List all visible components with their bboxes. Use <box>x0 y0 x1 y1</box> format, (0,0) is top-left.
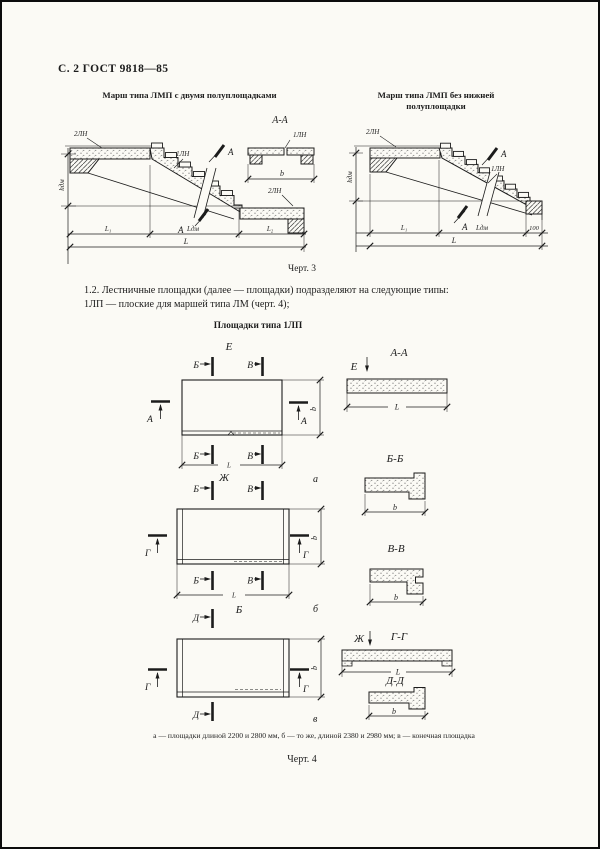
section-title-gg: Г-Г <box>390 631 408 643</box>
fig4-drawing <box>2 335 600 730</box>
fig4-caption: Черт. 4 <box>287 754 317 765</box>
cut-letter-g: Г <box>145 549 151 559</box>
label-1ln-left: 1ЛН <box>176 150 190 158</box>
section-flange <box>287 148 314 155</box>
label-1ln-right: 1ЛН <box>491 165 505 173</box>
upper-half-landing-slab <box>70 148 150 159</box>
dim-label-l1: L₁ <box>400 224 408 232</box>
dim-label-l: L <box>394 402 400 412</box>
fig3-right-title <box>357 90 515 111</box>
tread-slabs <box>441 143 529 197</box>
cut-mark-a-upper-tail <box>209 149 221 162</box>
section-slab <box>370 569 423 594</box>
section-title-aa: А-А <box>390 347 408 359</box>
upper-half-landing-slab <box>370 148 440 158</box>
section-slab <box>369 688 425 710</box>
dim-label-l1: L₁ <box>104 225 112 233</box>
lower-half-landing-slab <box>240 208 304 219</box>
paragraph-line2: 1ЛП — плоские для маршей типа ЛМ (черт. 4); <box>84 298 290 310</box>
cut-mark-a-upper-tail <box>482 152 494 165</box>
section-rib <box>301 155 313 164</box>
dim-label-l: L <box>451 236 457 245</box>
section-title-vv: В-В <box>387 543 405 555</box>
cut-letter-a: А <box>178 225 184 235</box>
section-slab <box>365 473 425 499</box>
view-letter-zh: Ж <box>353 633 365 645</box>
section-title-aa: А-А <box>272 115 288 126</box>
landing-plan-outline <box>182 380 282 435</box>
subfig-letter-v: в <box>313 714 318 725</box>
view-letter-zh: Ж <box>218 472 230 484</box>
section-flange <box>248 148 284 155</box>
section-title-bb: Б-Б <box>386 453 404 465</box>
dim-label-l2: L₂ <box>266 225 274 233</box>
cut-letter-g: Г <box>303 685 309 695</box>
fig4-title: Площадки типа 1ЛП <box>213 321 303 331</box>
dim-label-b: b <box>310 666 319 670</box>
cut-letter-a: А <box>228 147 234 157</box>
dim-label-h: hдм <box>58 179 66 191</box>
dim-label-l: L <box>395 667 401 677</box>
fig3-caption: Черт. 3 <box>288 264 316 274</box>
fig3-right-title-line2: полуплощадки <box>406 100 466 111</box>
body-paragraph <box>84 284 498 312</box>
dim-label-b: b <box>309 407 318 411</box>
landing-plan-outline <box>177 509 289 564</box>
plan-v <box>148 609 325 721</box>
cut-letter-b: Б <box>193 485 199 495</box>
section-slab <box>342 650 452 661</box>
cut-mark-a-lower <box>458 206 467 218</box>
cut-letter-a: А <box>147 415 153 425</box>
end-support-block <box>526 201 542 214</box>
upper-landing-rib <box>70 159 99 173</box>
label-2ln-upper-left: 2ЛН <box>74 130 88 138</box>
label-leader <box>380 136 396 147</box>
view-letter-e: Е <box>350 361 358 373</box>
fig3-right-title-line1: Марш типа ЛМП без нижней <box>377 90 495 100</box>
lower-landing-rib <box>288 219 304 233</box>
plan-a <box>151 357 324 469</box>
cut-letter-b: Б <box>193 361 199 371</box>
fig3-drawing <box>2 112 600 272</box>
cut-letter-d: Д <box>192 614 199 624</box>
cut-letter-b: Б <box>193 452 199 462</box>
subfig-letter-a: а <box>313 474 318 485</box>
dim-label-100: 100 <box>529 225 539 232</box>
section-slab <box>347 379 447 393</box>
upper-landing-rib <box>370 158 397 172</box>
subfig-letter-b: б <box>313 604 319 615</box>
fig3-left-title: Марш типа ЛМП с двумя полуплощадками <box>102 90 277 100</box>
dim-label-l: L <box>232 591 236 600</box>
cut-letter-a: А <box>301 417 307 427</box>
cut-letter-v: В <box>247 576 253 587</box>
cut-letter-b: Б <box>193 576 199 587</box>
section-title-dd: Д-Д <box>386 675 404 687</box>
cut-letter-g: Г <box>303 551 309 561</box>
cut-letter-g: Г <box>145 683 151 693</box>
plan-b <box>148 481 325 599</box>
dim-label-ldm: Lдм <box>476 224 488 232</box>
landing-plan-outline <box>177 639 289 697</box>
cut-letter-v: В <box>247 485 253 495</box>
dim-label-b: b <box>280 169 284 178</box>
cut-letter-v: В <box>247 452 253 462</box>
stair-band <box>150 148 242 213</box>
dim-label-b: b <box>310 536 319 540</box>
label-leader <box>87 138 102 148</box>
label-2ln-lower-left: 2ЛН <box>268 187 282 195</box>
cut-letter-a: А <box>501 149 507 159</box>
cut-letter-d: Д <box>192 711 199 721</box>
dim-label-ldm: Lдм <box>187 225 199 233</box>
view-letter-e: Е <box>225 341 233 353</box>
paragraph-line1: 1.2. Лестничные площадки (далее — площадки) подразделяют на следующие типы: <box>84 285 449 296</box>
section-dd <box>366 688 428 721</box>
label-leader <box>282 195 293 206</box>
plan-b-bottom-label: Б <box>235 604 243 616</box>
page-header: С. 2 ГОСТ 9818—85 <box>58 63 169 75</box>
dim-label-l: L <box>227 461 231 470</box>
dim-label-l: L <box>183 237 189 246</box>
dim-label-b: b <box>392 707 396 716</box>
fig4-note: а — площадки длиной 2200 и 2800 мм, б — то же, длиной 2380 и 2980 мм; в — конечная площадка <box>153 731 475 740</box>
section-rib <box>250 155 262 164</box>
dim-label-b: b <box>394 593 398 602</box>
cut-letter-v: В <box>247 361 253 371</box>
dim-label-b: b <box>393 503 397 512</box>
dim-label-h: hдм <box>346 171 354 183</box>
label-1ln-section: 1ЛН <box>293 131 307 139</box>
fig3-right-stair <box>354 136 542 223</box>
label-leader <box>285 140 290 148</box>
label-2ln-right: 2ЛН <box>366 128 380 136</box>
cut-letter-a: А <box>462 222 468 232</box>
